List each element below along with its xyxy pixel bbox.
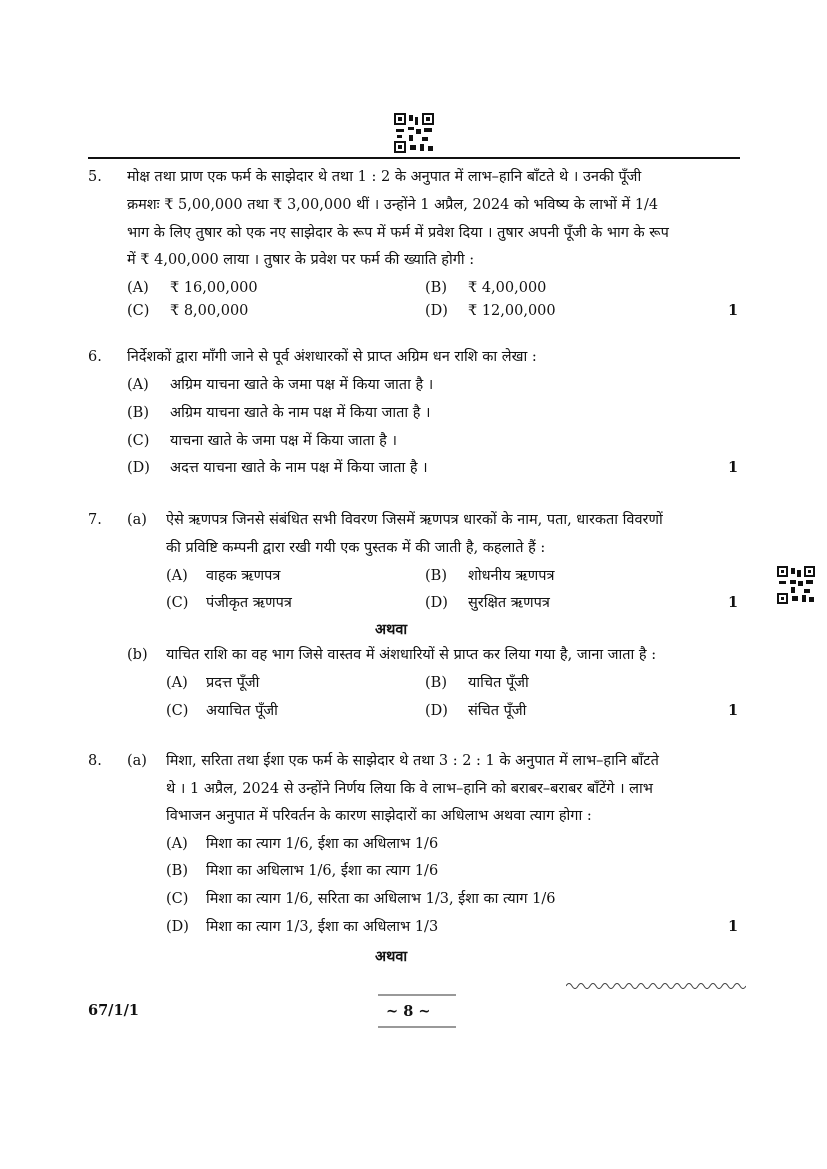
option-text: मिशा का त्याग 1/3, ईशा का अधिलाभ 1/3 [206, 919, 439, 935]
part-label: (a) [127, 753, 147, 769]
qr-code-top [394, 113, 434, 153]
option-label: (C) [166, 891, 189, 907]
marks: 1 [728, 918, 739, 935]
option-text: याचित पूँजी [468, 675, 529, 691]
option-label: (A) [166, 568, 188, 584]
option-label: (A) [166, 836, 188, 852]
option-label: (B) [425, 568, 447, 584]
option-text: मिशा का त्याग 1/6, सरिता का अधिलाभ 1/3, ईशा का त्याग 1/6 [206, 891, 556, 907]
paper-code: 67/1/1 [88, 1002, 139, 1019]
page-number-bar-bottom [378, 1026, 456, 1028]
question-line: में ₹ 4,00,000 लाया । तुषार के प्रवेश पर फर्म की ख्याति होगी : [127, 252, 475, 268]
marks: 1 [728, 302, 739, 319]
or-separator: अथवा [375, 948, 408, 965]
question-number: 7. [88, 512, 102, 528]
option-label: (B) [425, 280, 447, 296]
marks: 1 [728, 702, 739, 719]
question-line: क्रमशः ₹ 5,00,000 तथा ₹ 3,00,000 थीं । उन्होंने 1 अप्रैल, 2024 को भविष्य के लाभों में 1/4 [127, 197, 659, 213]
or-separator: अथवा [375, 621, 408, 638]
option-label: (B) [166, 863, 188, 879]
option-label: (B) [127, 405, 149, 421]
option-text: संचित पूँजी [468, 703, 527, 719]
page-number: ~ 8 ~ [386, 1003, 431, 1020]
option-text: मिशा का त्याग 1/6, ईशा का अधिलाभ 1/6 [206, 836, 439, 852]
option-text: ₹ 8,00,000 [170, 303, 249, 319]
option-text: याचना खाते के जमा पक्ष में किया जाता है । [170, 433, 397, 449]
option-text: अग्रिम याचना खाते के नाम पक्ष में किया जाता है । [170, 405, 431, 421]
option-label: (D) [127, 460, 150, 476]
question-number: 6. [88, 349, 102, 365]
option-text: अग्रिम याचना खाते के जमा पक्ष में किया जाता है । [170, 377, 434, 393]
marks: 1 [728, 459, 739, 476]
option-text: ₹ 4,00,000 [468, 280, 547, 296]
option-text: अदत्त याचना खाते के नाम पक्ष में किया जाता है । [170, 460, 428, 476]
option-label: (D) [425, 595, 448, 611]
option-text: अयाचित पूँजी [206, 703, 278, 719]
question-line: मोक्ष तथा प्राण एक फर्म के साझेदार थे तथा 1 : 2 के अनुपात में लाभ–हानि बाँटते थे । उनकी पूँजी [127, 169, 642, 185]
option-label: (A) [127, 377, 149, 393]
part-label: (a) [127, 512, 147, 528]
question-line: भाग के लिए तुषार को एक नए साझेदार के रूप में फर्म में प्रवेश दिया । तुषार अपनी पूँजी के भाग के रूप [127, 225, 669, 241]
question-number: 5. [88, 169, 102, 185]
option-text: सुरक्षित ऋणपत्र [468, 595, 550, 611]
option-label: (D) [425, 303, 448, 319]
question-line: विभाजन अनुपात में परिवर्तन के कारण साझेदारों का अधिलाभ अथवा त्याग होगा : [166, 808, 592, 824]
option-label: (C) [166, 703, 189, 719]
wavy-line [566, 980, 746, 992]
question-line: थे । 1 अप्रैल, 2024 से उन्होंने निर्णय लिया कि वे लाभ–हानि को बराबर–बराबर बाँटेंगे । लाभ [166, 781, 653, 797]
question-line: निर्देशकों द्वारा माँगी जाने से पूर्व अंशधारकों से प्राप्त अग्रिम धन राशि का लेखा : [127, 349, 537, 365]
option-label: (D) [425, 703, 448, 719]
option-label: (C) [127, 303, 150, 319]
question-line: मिशा, सरिता तथा ईशा एक फर्म के साझेदार थे तथा 3 : 2 : 1 के अनुपात में लाभ–हानि बाँटते [166, 753, 659, 769]
page-number-bar-top [378, 994, 456, 996]
option-text: प्रदत्त पूँजी [206, 675, 260, 691]
option-label: (B) [425, 675, 447, 691]
option-text: ₹ 16,00,000 [170, 280, 258, 296]
header-rule [88, 157, 740, 159]
option-text: पंजीकृत ऋणपत्र [206, 595, 292, 611]
part-label: (b) [127, 647, 148, 663]
question-line: की प्रविष्टि कम्पनी द्वारा रखी गयी एक पुस्तक में की जाती है, कहलाते हैं : [166, 540, 546, 556]
option-text: वाहक ऋणपत्र [206, 568, 281, 584]
question-number: 8. [88, 753, 102, 769]
question-line: याचित राशि का वह भाग जिसे वास्तव में अंशधारियों से प्राप्त कर लिया गया है, जाना जाता है : [166, 647, 657, 663]
question-line: ऐसे ऋणपत्र जिनसे संबंधित सभी विवरण जिसमें ऋणपत्र धारकों के नाम, पता, धारकता विवरणों [166, 512, 663, 528]
option-label: (A) [166, 675, 188, 691]
option-text: शोधनीय ऋणपत्र [468, 568, 555, 584]
option-text: ₹ 12,00,000 [468, 303, 556, 319]
marks: 1 [728, 594, 739, 611]
option-label: (D) [166, 919, 189, 935]
qr-code-side [777, 566, 815, 604]
option-text: मिशा का अधिलाभ 1/6, ईशा का त्याग 1/6 [206, 863, 439, 879]
option-label: (C) [127, 433, 150, 449]
option-label: (C) [166, 595, 189, 611]
option-label: (A) [127, 280, 149, 296]
